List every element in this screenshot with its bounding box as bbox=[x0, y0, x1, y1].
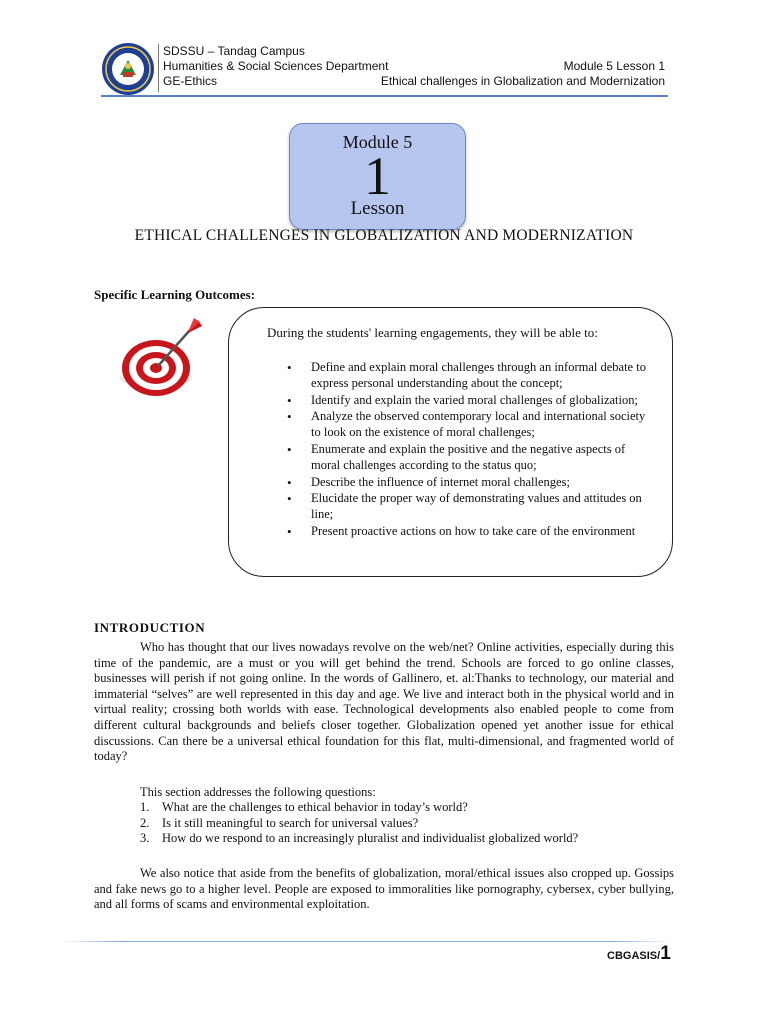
header-lesson-block bbox=[381, 59, 665, 89]
target-dart-icon bbox=[116, 316, 204, 402]
outcome-item: • Describe the influence of internet moral challenges; bbox=[287, 475, 649, 491]
header-institution-block bbox=[163, 44, 388, 89]
question-text: How do we respond to an increasingly pluralist and individualist globalized world? bbox=[162, 831, 579, 846]
header-divider bbox=[158, 44, 159, 92]
header-module-lesson: Module 5 Lesson 1 bbox=[563, 59, 665, 73]
module-lesson-badge bbox=[289, 123, 466, 230]
footer-author: CBGASIS/ bbox=[607, 950, 661, 962]
lesson-label: Lesson bbox=[350, 198, 405, 219]
outcomes-heading: Specific Learning Outcomes: bbox=[94, 287, 256, 302]
footer-page-label bbox=[607, 943, 671, 965]
header-campus: SDSSU – Tandag Campus bbox=[163, 44, 305, 58]
introduction-paragraph-1: Who has thought that our lives nowadays revolve on the web/net? Online activities, especially during this time of the pandemic, are a must or you will get behind the trend. Schools are forced to go online classes, businesses will perish if not going online. In the words of Gallinero, et. al:Thanks to technology, our material and immaterial “selves” are well represented in this day and age. We live and interact both in the physical world and in virtual reality; crossing both worlds with ease. Technological developments also enabled people to come from different cultural backgrounds and beliefs closer together. Globalization opened yet another issue for ethical discussions. Can there be a universal ethical foundation for this flat, multi-dimensional, and fragmented world of today? bbox=[94, 640, 674, 764]
university-seal-logo bbox=[101, 42, 155, 96]
question-item bbox=[140, 816, 578, 832]
footer-rule bbox=[60, 941, 672, 942]
outcomes-box bbox=[228, 307, 673, 577]
question-number: 2. bbox=[140, 815, 150, 830]
header-topic: Ethical challenges in Globalization and Modernization bbox=[380, 74, 665, 88]
introduction-heading: INTRODUCTION bbox=[94, 620, 206, 635]
question-number: 1. bbox=[140, 800, 150, 814]
questions-list bbox=[140, 800, 578, 847]
outcomes-intro: During the students' learning engagements, they will be able to: bbox=[267, 325, 598, 340]
module-label: Module 5 bbox=[342, 132, 413, 152]
question-number: 3. bbox=[140, 831, 150, 846]
question-text: What are the challenges to ethical behavior in today’s world? bbox=[162, 800, 468, 814]
lesson-number: 1 bbox=[364, 146, 391, 206]
header-course: GE-Ethics bbox=[163, 74, 218, 88]
outcome-item: • Analyze the observed contemporary local and international society to look on the existence of moral challenges; bbox=[287, 409, 649, 441]
introduction-paragraph-2: We also notice that aside from the benefits of globalization, moral/ethical issues also cropped up. Gossips and fake news go to a higher level. People are exposed to immoralities like pornography, cybersex, cyber bullying, and all forms of scams and environmental exploitation. bbox=[94, 866, 674, 912]
header-rule bbox=[101, 95, 668, 97]
question-item bbox=[140, 800, 578, 816]
question-item bbox=[140, 831, 578, 847]
outcome-item: • Define and explain moral challenges through an informal debate to express personal understanding about the concept; bbox=[287, 360, 649, 392]
page-number: 1 bbox=[660, 943, 671, 964]
header-department: Humanities & Social Sciences Department bbox=[163, 59, 389, 73]
outcome-item: • Enumerate and explain the positive and the negative aspects of moral challenges according to the status quo; bbox=[287, 442, 649, 474]
outcomes-list bbox=[287, 360, 649, 541]
outcome-item: • Elucidate the proper way of demonstrating values and attitudes on line; bbox=[287, 491, 649, 523]
questions-lead: This section addresses the following questions: bbox=[140, 785, 376, 799]
page-title: ETHICAL CHALLENGES IN GLOBALIZATION AND MODERNIZATION bbox=[134, 227, 634, 244]
outcome-item: • Present proactive actions on how to take care of the environment bbox=[287, 524, 649, 540]
outcome-item: • Identify and explain the varied moral challenges of globalization; bbox=[287, 393, 649, 409]
question-text: Is it still meaningful to search for universal values? bbox=[162, 815, 419, 830]
